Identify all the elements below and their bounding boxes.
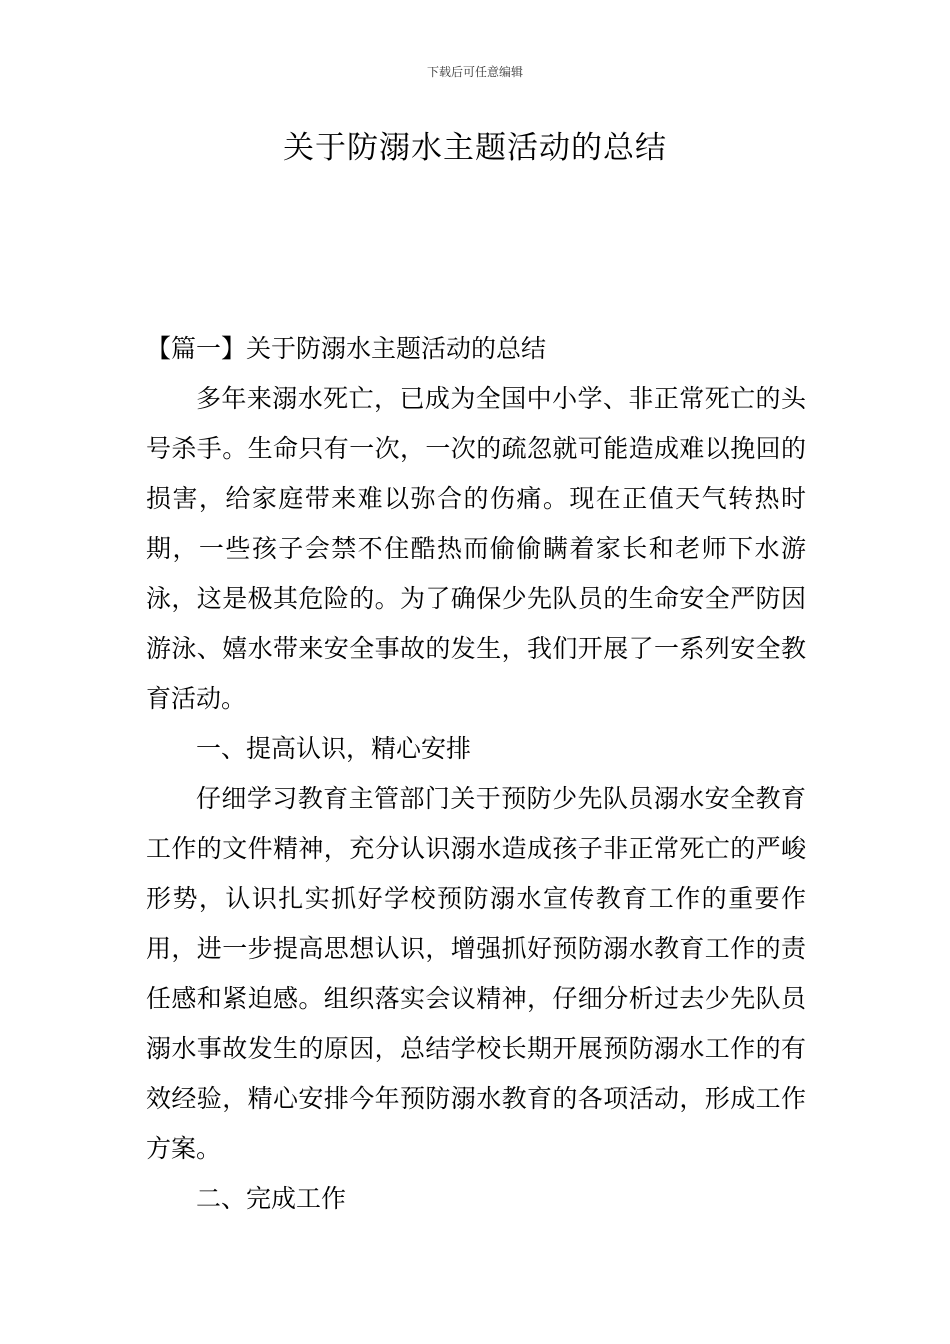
part-heading: 【篇一】关于防溺水主题活动的总结 (146, 334, 547, 363)
section-heading-2: 二、完成工作 (196, 1184, 347, 1213)
header-note: 下载后可任意编辑 (426, 65, 523, 79)
section-1-paragraph: 仔细学习教育主管部门关于预防少先队员溺水安全教育工作的文件精神，充分认识溺水造成孩子非正常死亡的严峻形势，认识扎实抓好学校预防溺水宣传教育工作的重要作用，进一步提高思想认识，增强抓好预防溺水教育工作的责任感和紧迫感。组织落实会议精神，仔细分析过去少先队员溺水事故发生的原因，总结学校长期开展预防溺水工作的有效经验，精心安排今年预防溺水教育的各项活动，形成工作方案。 (146, 784, 806, 1163)
document-body (146, 324, 806, 1224)
intro-paragraph: 多年来溺水死亡，已成为全国中小学、非正常死亡的头号杀手。生命只有一次，一次的疏忽就可能造成难以挽回的损害，给家庭带来难以弥合的伤痛。现在正值天气转热时期，一些孩子会禁不住酷热而偷偷瞒着家长和老师下水游泳，这是极其危险的。为了确保少先队员的生命安全严防因游泳、嬉水带来安全事故的发生，我们开展了一系列安全教育活动。 (146, 384, 806, 713)
section-heading-1: 一、提高认识，精心安排 (196, 734, 472, 763)
document-title: 关于防溺水主题活动的总结 (283, 130, 667, 166)
